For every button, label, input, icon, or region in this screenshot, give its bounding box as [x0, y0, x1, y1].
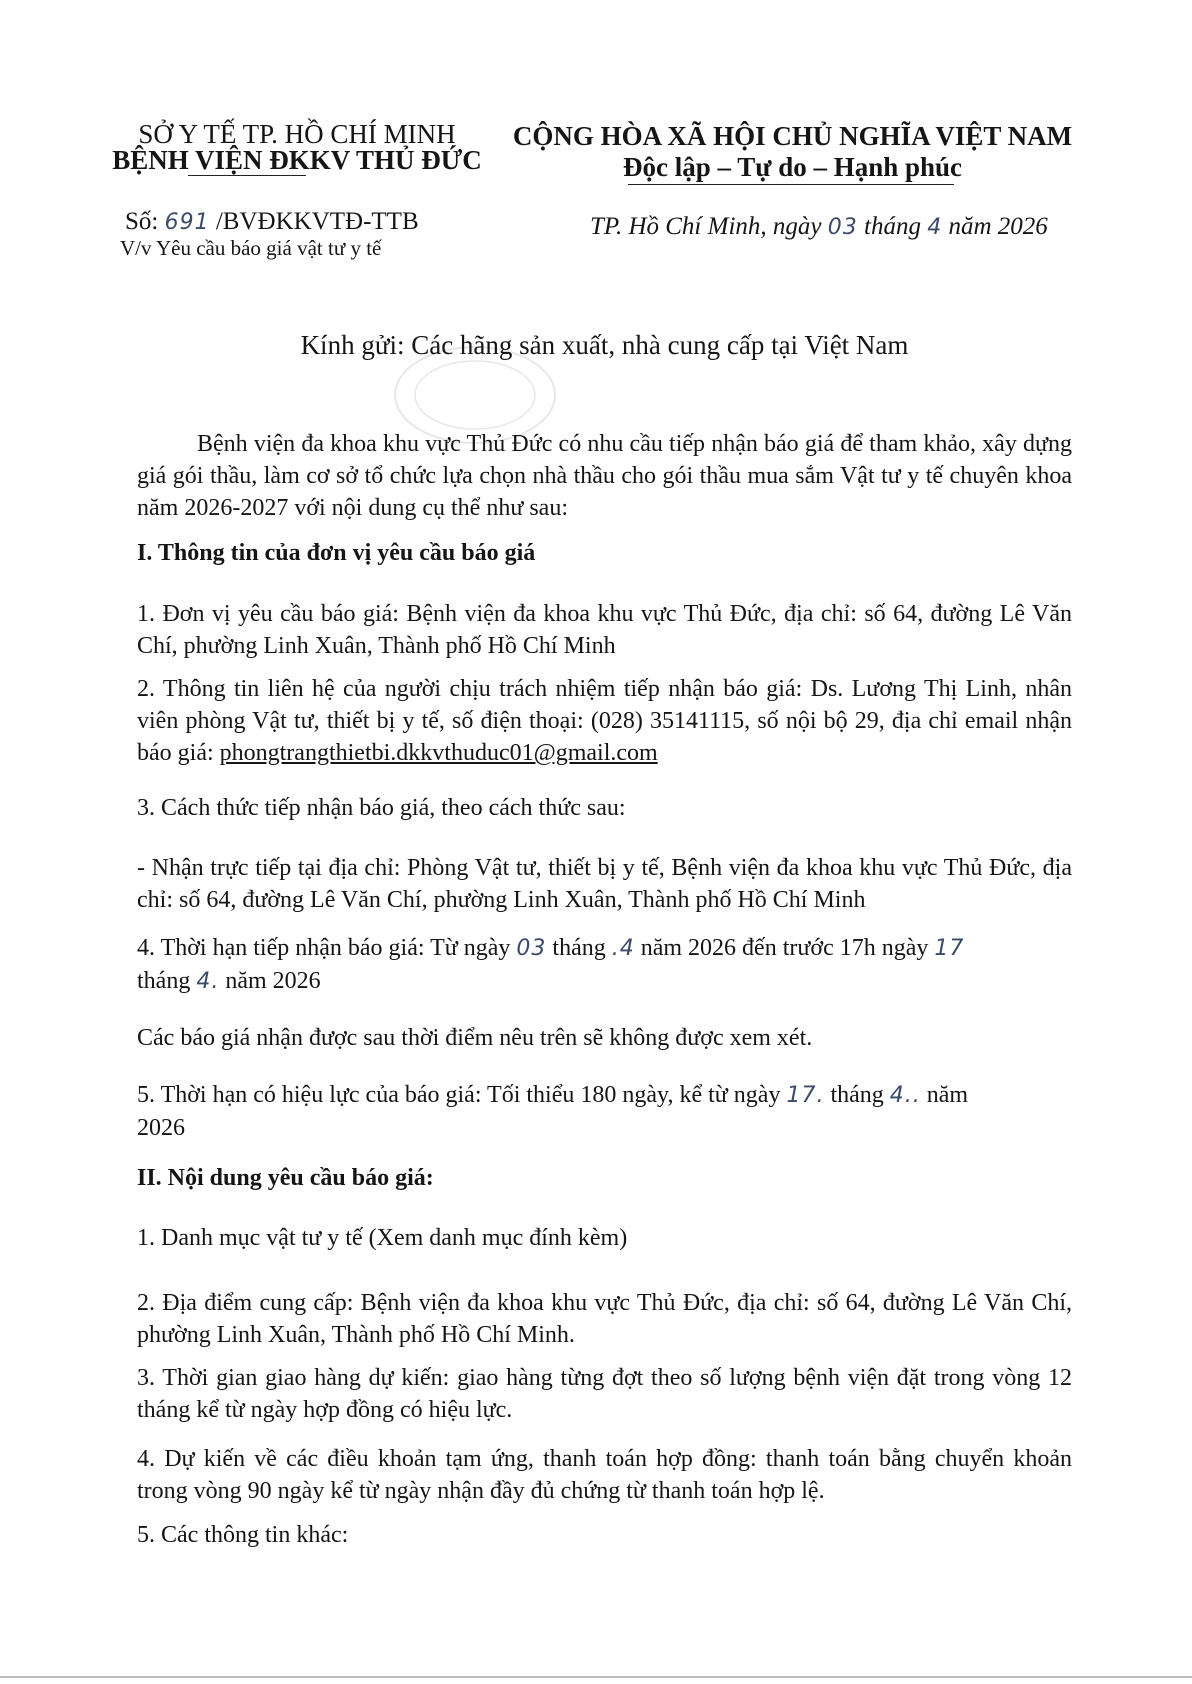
section-1-item-5 [137, 1079, 1072, 1144]
contact-text: 2. Thông tin liên hệ của người chịu trách nhiệm tiếp nhận báo giá: Ds. Lương Thị Linh, nhân viên phòng Vật tư, thiết bị y tế, số điện thoại: (028) 35141115, số nội bộ 29, địa chỉ email nhận báo giá: [137, 676, 1072, 766]
date-line [590, 211, 1048, 244]
recipient-line: Kính gửi: Các hãng sản xuất, nhà cung cấp tại Việt Nam [300, 330, 909, 360]
email-link[interactable]: phongtrangthietbi.dkkvthuduc01@gmail.com [219, 740, 658, 766]
item5-text-a: 5. Thời hạn có hiệu lực của báo giá: Tối thiểu 180 ngày, kể từ ngày [137, 1082, 781, 1108]
item4-day1-handwritten: 03 [516, 936, 547, 961]
section-1-note: Các báo giá nhận được sau thời điểm nêu trên sẽ không được xem xét. [137, 1025, 813, 1051]
hospital-name: BỆNH VIỆN ĐKKV THỦ ĐỨC [112, 145, 482, 175]
section-2-item-3: 3. Thời gian giao hàng dự kiến: giao hàng từng đợt theo số lượng bệnh viện đặt trong vòng 12 tháng kể từ ngày hợp đồng có hiệu lực. [137, 1365, 1072, 1423]
number-prefix: Số: [125, 208, 159, 235]
date-year: năm 2026 [948, 213, 1048, 240]
motto: Độc lập – Tự do – Hạnh phúc [622, 152, 963, 182]
date-city: TP. Hồ Chí Minh, ngày [590, 213, 822, 240]
item4-text-c: năm 2026 đến trước 17h ngày [640, 935, 929, 961]
section-1-item-2 [137, 673, 1072, 769]
item5-text-c: năm [926, 1082, 969, 1108]
department-name: SỞ Y TẾ TP. HỒ CHÍ MINH [138, 119, 456, 149]
number-suffix: /BVĐKKVTĐ-TTB [215, 208, 419, 235]
hospital-underline [188, 175, 306, 176]
item4-month1-handwritten: .4 [611, 936, 635, 961]
section-2-item-1: 1. Danh mục vật tư y tế (Xem danh mục đính kèm) [137, 1225, 628, 1251]
item4-text-a: 4. Thời hạn tiếp nhận báo giá: Từ ngày [137, 935, 511, 961]
section-1-item-4 [137, 932, 1072, 998]
item4-text-e: năm 2026 [225, 968, 321, 994]
section-1-item-3: 3. Cách thức tiếp nhận báo giá, theo cách thức sau: [137, 795, 626, 821]
item4-text-b: tháng [552, 935, 606, 961]
date-day-handwritten: 03 [827, 215, 858, 240]
item4-text-d: tháng [137, 968, 191, 994]
number-handwritten: 691 [164, 210, 210, 235]
section-2-item-4: 4. Dự kiến về các điều khoản tạm ứng, thanh toán hợp đồng: thanh toán bằng chuyển khoản trong vòng 90 ngày kể từ ngày nhận đầy đủ chứng từ thanh toán hợp lệ. [137, 1446, 1072, 1504]
intro-paragraph: Bệnh viện đa khoa khu vực Thủ Đức có nhu cầu tiếp nhận báo giá để tham khảo, xây dựng giá gói thầu, làm cơ sở tổ chức lựa chọn nhà thầu cho gói thầu mua sắm Vật tư y tế chuyên khoa năm 2026-2027 với nội dung cụ thể như sau: [137, 431, 1072, 521]
motto-underline [628, 184, 954, 185]
section-1-item-1: 1. Đơn vị yêu cầu báo giá: Bệnh viện đa khoa khu vực Thủ Đức, địa chỉ: số 64, đường Lê Văn Chí, phường Linh Xuân, Thành phố Hồ Chí Minh [137, 601, 1072, 659]
section-2-heading: II. Nội dung yêu cầu báo giá: [137, 1165, 434, 1191]
item5-month-handwritten: 4.. [889, 1083, 921, 1108]
section-1-heading: I. Thông tin của đơn vị yêu cầu báo giá [137, 540, 536, 566]
scan-bottom-edge [0, 1676, 1192, 1678]
section-2-item-2: 2. Địa điểm cung cấp: Bệnh viện đa khoa khu vực Thủ Đức, địa chỉ: số 64, đường Lê Văn Chí, phường Linh Xuân, Thành phố Hồ Chí Minh. [137, 1290, 1072, 1348]
item5-year: 2026 [137, 1115, 185, 1141]
item4-month2-handwritten: 4. [196, 969, 220, 994]
item4-day2-handwritten: 17 [934, 936, 965, 961]
section-2-item-5: 5. Các thông tin khác: [137, 1522, 349, 1548]
nation-title: CỘNG HÒA XÃ HỘI CHỦ NGHĨA VIỆT NAM [512, 121, 1073, 151]
subject-line: V/v Yêu cầu báo giá vật tư y tế [120, 236, 382, 260]
date-month-label: tháng [864, 213, 921, 240]
section-1-item-3-detail: - Nhận trực tiếp tại địa chỉ: Phòng Vật tư, thiết bị y tế, Bệnh viện đa khoa khu vực Thủ Đức, địa chỉ: số 64, đường Lê Văn Chí, phường Linh Xuân, Thành phố Hồ Chí Minh [137, 855, 1072, 913]
item5-day-handwritten: 17. [786, 1083, 825, 1108]
item5-text-b: tháng [830, 1082, 884, 1108]
date-month-handwritten: 4 [927, 215, 943, 240]
